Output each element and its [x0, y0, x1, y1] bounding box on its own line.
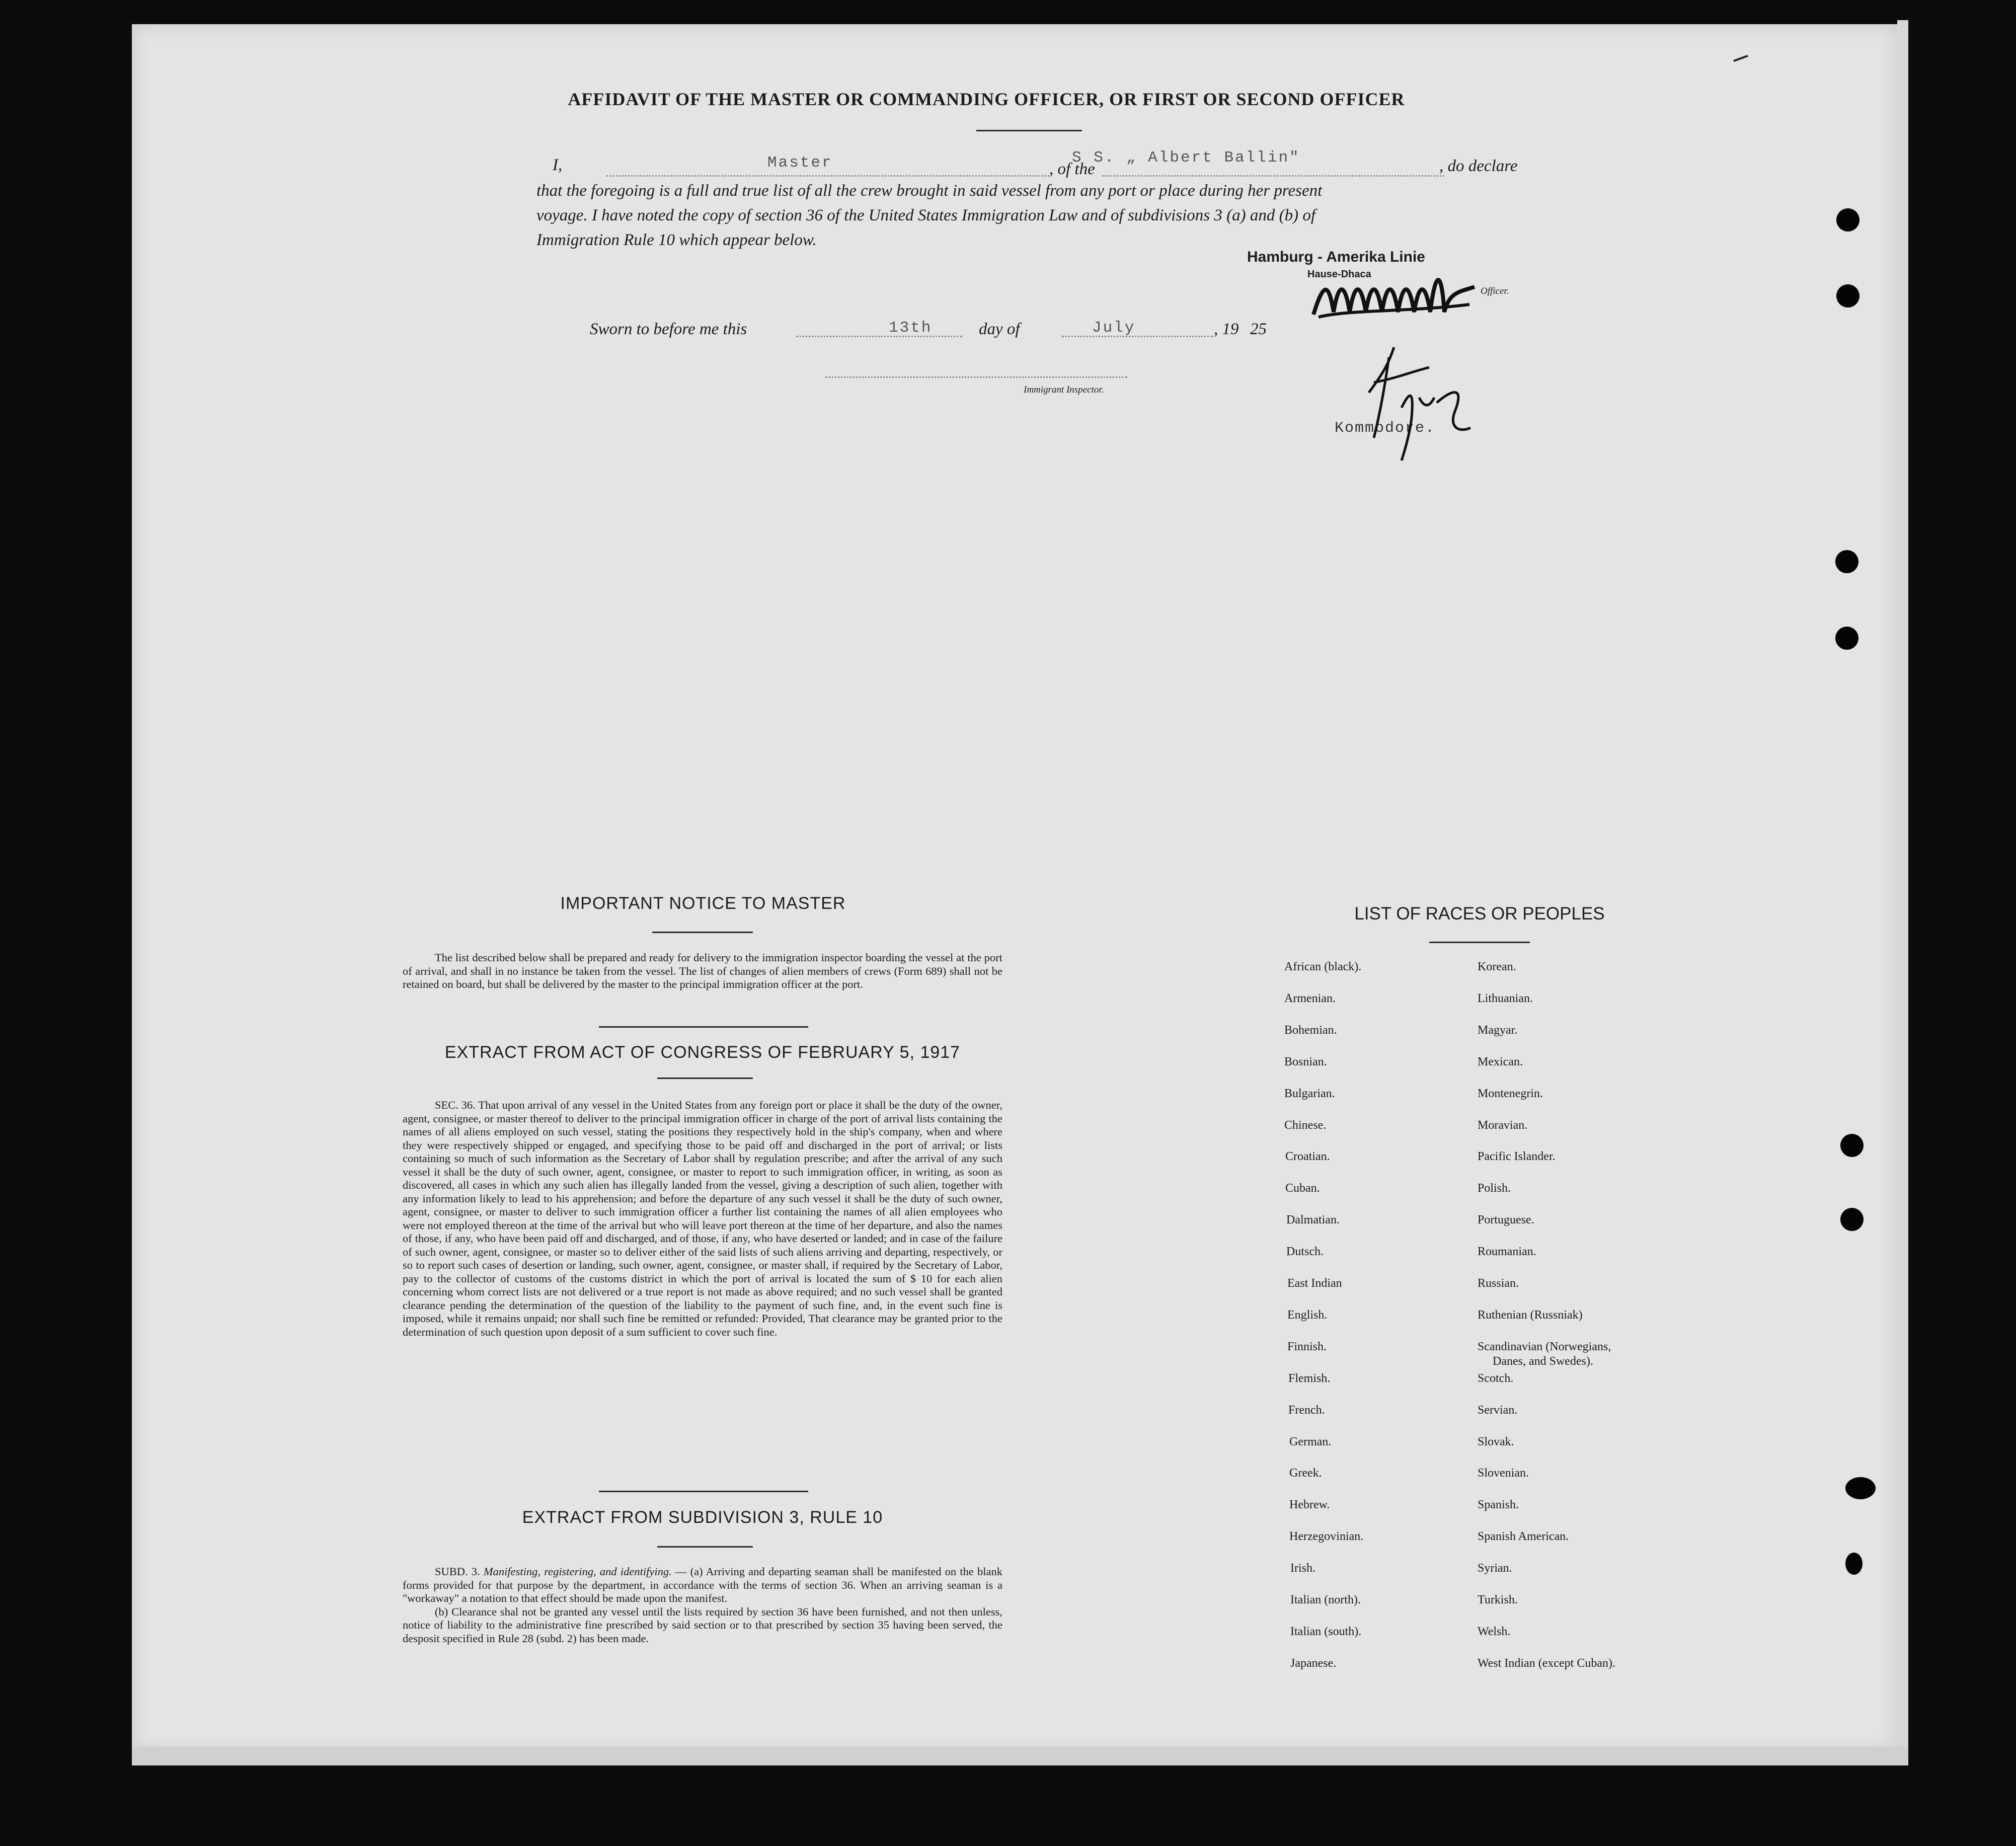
notice-rule	[652, 932, 753, 933]
race-item: Flemish.	[1288, 1371, 1331, 1385]
paper-sheet	[132, 24, 1897, 1753]
race-item: Dalmatian.	[1286, 1213, 1340, 1227]
race-item: Ruthenian (Russniak)	[1478, 1308, 1583, 1322]
race-item: Slovak.	[1478, 1435, 1514, 1448]
extract-act-rule	[657, 1078, 753, 1079]
race-item: West Indian (except Cuban).	[1478, 1656, 1615, 1670]
race-item: Scotch.	[1478, 1371, 1514, 1385]
races-rule	[1429, 942, 1530, 943]
races-heading: LIST OF RACES OR PEOPLES	[1354, 904, 1605, 924]
paper-bottom-edge	[132, 1746, 1908, 1765]
affidavit-declare: , do declare	[1439, 157, 1518, 175]
inspector-underline	[825, 376, 1127, 378]
race-item: Cuban.	[1285, 1182, 1320, 1195]
race-item: Armenian.	[1284, 991, 1336, 1005]
race-item: Italian (south).	[1290, 1625, 1362, 1638]
extract-rule-heading: EXTRACT FROM SUBDIVISION 3, RULE 10	[522, 1508, 883, 1527]
race-item: Syrian.	[1478, 1562, 1512, 1575]
race-item: Russian.	[1478, 1277, 1519, 1290]
day-underline	[796, 336, 962, 337]
race-item: Welsh.	[1478, 1625, 1511, 1638]
race-item: Lithuanian.	[1478, 991, 1533, 1005]
race-item: Bohemian.	[1284, 1023, 1337, 1037]
punch-hole	[1845, 1553, 1863, 1575]
race-item: Turkish.	[1478, 1593, 1518, 1606]
notice-bottom-rule	[599, 1026, 808, 1028]
punch-hole	[1840, 1208, 1864, 1231]
race-item: Moravian.	[1478, 1118, 1528, 1132]
race-item: French.	[1288, 1403, 1325, 1417]
race-item: Mexican.	[1478, 1055, 1523, 1068]
race-item: English.	[1287, 1308, 1328, 1322]
race-item: Magyar.	[1478, 1023, 1518, 1037]
race-item: Polish.	[1478, 1182, 1511, 1195]
race-item: Korean.	[1478, 960, 1516, 973]
race-item: Roumanian.	[1478, 1245, 1536, 1259]
kommodore-signature	[1354, 332, 1475, 463]
race-item: Pacific Islander.	[1478, 1150, 1556, 1164]
month-underline	[1062, 336, 1213, 337]
race-item: Herzegovinian.	[1289, 1530, 1364, 1544]
race-item: Finnish.	[1287, 1340, 1327, 1353]
race-item: Portuguese.	[1478, 1213, 1534, 1227]
race-item: Spanish.	[1478, 1498, 1519, 1512]
officer-label: Officer.	[1481, 286, 1509, 296]
month-value: July	[1092, 319, 1136, 337]
extract-act-heading: EXTRACT FROM ACT OF CONGRESS OF FEBRUARY 5, 1917	[444, 1043, 961, 1062]
day-of-label: day of	[979, 320, 1020, 338]
master-signature	[1308, 262, 1480, 327]
affidavit-line-4: Immigration Rule 10 which appear below.	[536, 231, 817, 249]
year-prefix: , 19	[1214, 320, 1239, 338]
extract-rule-rule	[657, 1546, 753, 1548]
punch-hole	[1835, 550, 1858, 573]
vessel-underline	[1102, 175, 1444, 177]
typed-vessel: S S. „ Albert Ballin"	[1072, 149, 1300, 167]
race-item: East Indian	[1287, 1277, 1342, 1290]
affidavit-of-the: , of the	[1049, 160, 1095, 178]
race-item: Irish.	[1290, 1562, 1315, 1575]
punch-hole	[1835, 627, 1858, 650]
extract-act-text: SEC. 36. That upon arrival of any vessel in the United States from any foreign port or place it shall be the duty of the owner, agent, consignee, or master thereof to deliver to the principal immigration officer in charge of the port of arrival lists containing the names of all aliens employed on such vessel, stating the positions they respectively hold in the ship's company, when and where they were respectively shipped or engaged, and specifying those to be paid off and discharged in the port of arrival; or lists containing so much of such information as the Secretary of Labor shall by regulation prescribe; and after the arrival of any such vessel it shall be the duty of such owner, agent, consignee, or master to report to such immigration officer, in writing, as soon as discovered, all cases in which any such alien has illegally landed from the vessel, giving a description of such alien, together with any information likely to lead to his apprehension; and before the departure of any such vessel it shall be the duty of such owner, agent, consignee, or master to deliver to such immigration officer a further list containing the names of all alien employees who were not employed thereon at the time of the arrival but who will leave port thereon at the time of her departure, and also the names of those, if any, who have been paid off and discharged, and of those, if any, who have deserted or landed; and in case of the failure of such owner, agent, consignee, or master so to deliver either of the said lists of such aliens arriving and departing, respectively, or so to report such cases of desertion or landing, such owner, agent, consignee, or master shall, if required by the Secretary of Labor, pay to the collector of customs of the customs district in which the port of arrival is located the sum of $ 10 for each alien concerning whom correct lists are not delivered or a true report is not made as above required; and no such vessel shall be granted clearance pending the determination of the question of the liability to the payment of such fine, and, in the event such fine is imposed, while it remains unpaid; nor shall such fine be remitted or refunded: Provided, That clearance may be granted prior to the determination of such question upon deposit of a sum sufficient to cover such fine.	[403, 1099, 1002, 1338]
race-item: African (black).	[1284, 960, 1362, 973]
race-item: Japanese.	[1290, 1656, 1337, 1670]
extract-rule-text: SUBD. 3. Manifesting, registering, and identifying. — (a) Arriving and departing seaman shall be manifested on the blank forms provided for that purpose by the department, in accordance with the terms of section 36. When an arriving seaman is a "workaway" a notation to that effect should be made upon the manifest. (b) Clearance shal not be granted any vessel until the lists required by section 36 have been furnished, and not then unless, notice of liability to the administrative fine prescribed by said section or to that prescribed by section 35 having been served, the desposit specified in Rule 28 (subd. 2) has been made.	[403, 1565, 1002, 1645]
sworn-label: Sworn to before me this	[590, 320, 747, 338]
race-item: Servian.	[1478, 1403, 1518, 1417]
kommodore-label: Kommodore.	[1335, 420, 1436, 437]
affidavit-line-2: that the foregoing is a full and true list of all the crew brought in said vessel from any port or place during her present	[536, 182, 1323, 200]
punch-hole	[1836, 284, 1859, 307]
race-item: Hebrew.	[1289, 1498, 1330, 1512]
affidavit-i: I,	[553, 156, 563, 174]
typed-rank: Master	[767, 154, 833, 172]
punch-hole	[1836, 208, 1859, 232]
race-item: Montenegrin.	[1478, 1087, 1543, 1100]
day-value: 13th	[889, 319, 933, 337]
title-rule	[976, 130, 1082, 131]
race-item: German.	[1289, 1435, 1332, 1448]
race-item: Chinese.	[1284, 1118, 1327, 1132]
punch-hole	[1845, 1477, 1876, 1499]
notice-text: The list described below shall be prepared and ready for delivery to the immigration inspector boarding the vessel at the port of arrival, and shall in no instance be taken from the vessel. The list of changes of alien members of crews (Form 689) shall not be retained on board, but shall be delivered by the master to the principal immigration officer at the port.	[403, 951, 1002, 990]
race-item: Italian (north).	[1290, 1593, 1361, 1606]
stamp-subline: Hause-Dhaca	[1307, 269, 1371, 280]
notice-heading: IMPORTANT NOTICE TO MASTER	[560, 894, 846, 913]
year-value: 25	[1250, 320, 1267, 338]
inspector-label: Immigrant Inspector.	[1024, 384, 1104, 395]
punch-hole	[1840, 1134, 1864, 1157]
race-item: Spanish American.	[1478, 1530, 1569, 1544]
company-stamp: Hamburg - Amerika Linie	[1247, 249, 1425, 265]
race-item: Slovenian.	[1478, 1467, 1529, 1480]
race-item: Dutsch.	[1286, 1245, 1324, 1259]
extract-act-bottom-rule	[599, 1491, 808, 1492]
affidavit-line-3: voyage. I have noted the copy of section 36 of the United States Immigration Law and of subdivisions 3 (a) and (b) of	[536, 206, 1316, 224]
race-item: Croatian.	[1285, 1150, 1330, 1164]
race-item: Danes, and Swedes).	[1493, 1355, 1593, 1368]
race-item: Scandinavian (Norwegians,	[1478, 1340, 1611, 1353]
race-item: Greek.	[1289, 1467, 1322, 1480]
race-item: Bulgarian.	[1284, 1087, 1335, 1100]
rank-underline	[606, 175, 1049, 177]
race-item: Bosnian.	[1284, 1055, 1327, 1068]
affidavit-title: AFFIDAVIT OF THE MASTER OR COMMANDING OFFICER, OR FIRST OR SECOND OFFICER	[568, 89, 1405, 109]
paper-edge	[1897, 20, 1908, 1751]
